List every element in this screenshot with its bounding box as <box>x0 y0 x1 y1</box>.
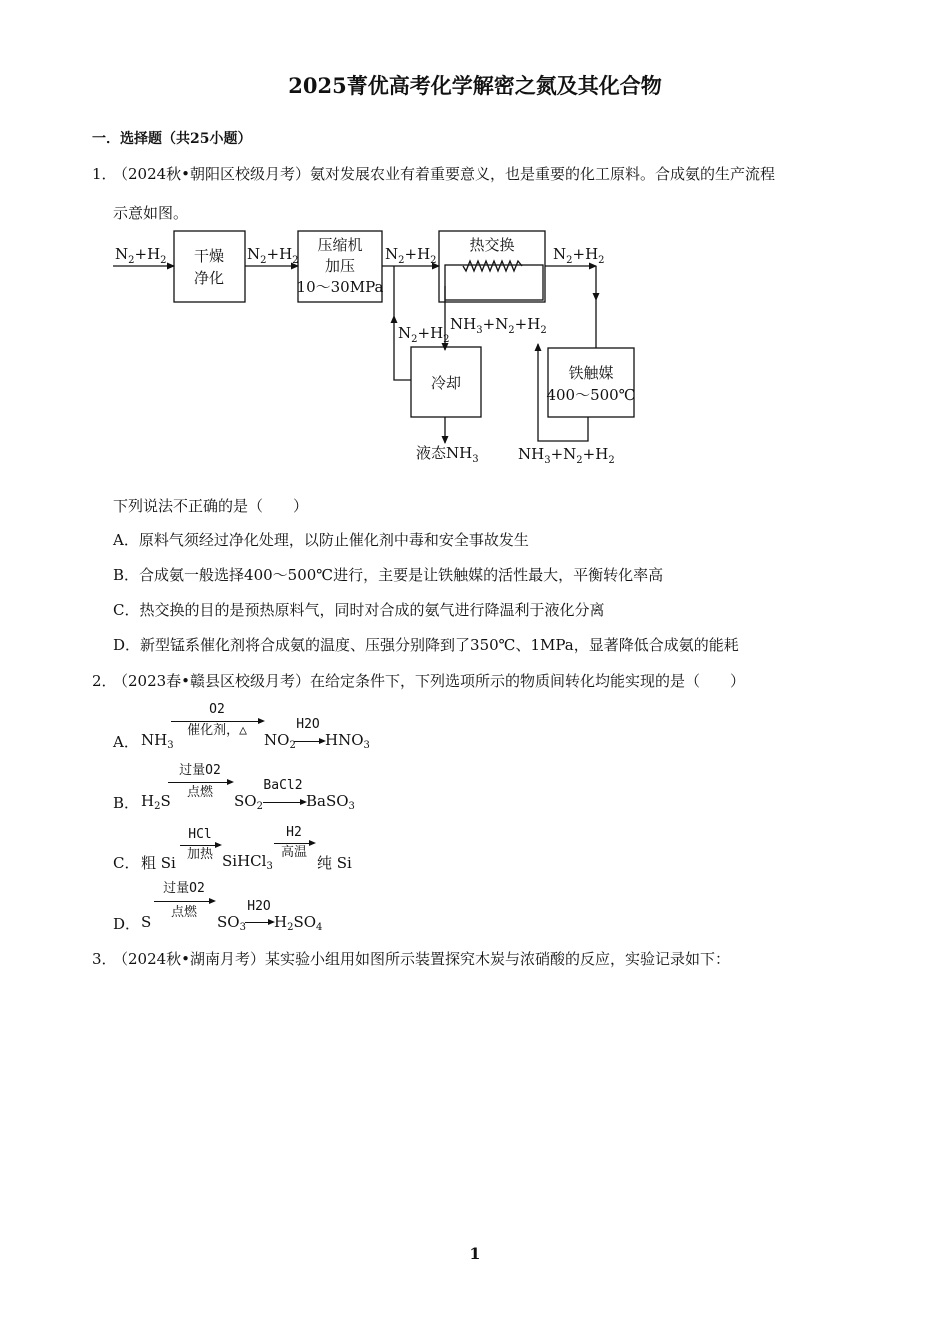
q2-a-arrow2 <box>294 741 324 742</box>
section-heading: 一．选择题（共25小题） <box>92 131 252 147</box>
q2-a-cond1-top: O2 <box>209 702 225 717</box>
dry-label-1: 干燥 <box>193 247 225 265</box>
page-number: 1 <box>469 1244 481 1263</box>
q2-a-product: $HNO_3$ <box>325 731 370 751</box>
dry-label-2: 净化 <box>193 269 225 287</box>
q2-c-cond1-bottom: 加热 <box>186 847 213 862</box>
q2-d-intermediate: $SO_3$ <box>217 913 246 933</box>
q2-d-label: D． <box>113 915 141 933</box>
svg-text:NH3+N2+H2: $NH_3+N_2+H_2$ <box>450 315 547 336</box>
q1-option-b: B．合成氨一般选择400～500℃进行，主要是让铁触媒的活性最大，平衡转化率高 <box>113 566 664 584</box>
label-nh3-mix-catalyst <box>518 445 615 466</box>
svg-text:N2+H2: $N_2+H_2$ <box>247 245 299 266</box>
q2-a-reactant: $NH_3$ <box>141 731 174 751</box>
catalyst-box <box>548 348 634 417</box>
q2-d-cond2-top: H2O <box>247 899 271 914</box>
label-liquid-nh3 <box>416 444 479 465</box>
q2-b-arrow1 <box>168 782 232 783</box>
svg-text:N2+H2: $N_2+H_2$ <box>553 245 605 266</box>
q2-c-arrow2 <box>274 843 314 844</box>
q2-b-arrow2 <box>263 802 305 803</box>
heating-coil <box>463 261 522 271</box>
q2-d-cond1-top: 过量O2 <box>163 881 205 896</box>
label-n2h2-after-dry <box>247 245 299 266</box>
q1-option-c: C．热交换的目的是预热原料气，同时对合成的氨气进行降温利于液化分离 <box>113 601 605 619</box>
q3-number: 3． <box>92 950 117 968</box>
heat-exchanger-inner-box <box>445 265 543 300</box>
q2-b-cond1-top: 过量O2 <box>179 763 221 778</box>
q2-d-product: $H_2SO_4$ <box>274 913 323 933</box>
svg-text:NH3+N2+H2: $NH_3+N_2+H_2$ <box>518 445 615 466</box>
q2-b-cond2-top: BaCl2 <box>263 778 303 793</box>
label-n2h2-inlet <box>115 245 167 266</box>
q2-a-arrow1 <box>171 721 263 722</box>
label-n2h2-after-compress <box>385 245 437 266</box>
q2-b-reactant: $H_2S$ <box>141 792 171 812</box>
label-n2h2-after-heat <box>553 245 605 266</box>
page-title: 2025菁优高考化学解密之氮及其化合物 <box>288 73 662 98</box>
compress-label-1: 压缩机 <box>317 236 363 254</box>
q2-d-cond1-bottom: 点燃 <box>170 905 197 920</box>
q2-b-cond1-bottom: 点燃 <box>186 785 213 800</box>
ammonia-synthesis-flow-diagram <box>108 228 648 470</box>
cat-label-2: 400～500℃ <box>546 386 636 404</box>
q2-c-label: C． <box>113 854 140 872</box>
label-nh3-mix-heat <box>450 315 547 336</box>
label-n2h2-recycle <box>398 324 450 345</box>
q2-c-cond2-bottom: 高温 <box>280 845 307 860</box>
dry-purify-box <box>174 231 245 302</box>
q2-number: 2． <box>92 672 117 690</box>
q2-c-cond1-top: HCl <box>188 827 212 842</box>
compress-label-2: 加压 <box>324 257 356 275</box>
q2-c-intermediate: SiHCl$_3$ <box>222 852 273 872</box>
cool-label: 冷却 <box>430 374 462 392</box>
svg-text:N2+H2: $N_2+H_2$ <box>115 245 167 266</box>
q2-c-arrow1 <box>180 845 220 846</box>
q1-option-a: A．原料气须经过净化处理，以防止催化剂中毒和安全事故发生 <box>113 531 529 549</box>
q2-b-intermediate: $SO_2$ <box>234 792 263 812</box>
q1-stem-line2: 示意如图。 <box>113 204 189 222</box>
q2-d-arrow2 <box>245 922 273 923</box>
q2-b-product: BaSO$_3$ <box>306 792 355 812</box>
svg-text:N2+H2: $N_2+H_2$ <box>398 324 450 345</box>
svg-text:液态NH3: 液态$NH_3$ <box>416 444 479 465</box>
q2-c-reactant: 粗 Si <box>141 854 176 872</box>
svg-text:N2+H2: $N_2+H_2$ <box>385 245 437 266</box>
heat-label: 热交换 <box>469 236 515 254</box>
q1-option-d: D．新型锰系催化剂将合成氨的温度、压强分别降到了350℃、1MPa，显著降低合成氨的能耗 <box>113 636 739 654</box>
q3-stem: （2024秋•湖南月考）某实验小组用如图所示装置探究木炭与浓硝酸的反应，实验记录如下： <box>113 950 731 968</box>
q2-d-arrow1 <box>154 901 214 902</box>
q2-a-cond2-top: H2O <box>296 717 320 732</box>
q2-b-label: B． <box>113 794 140 812</box>
q2-d-reactant: S <box>141 913 152 931</box>
compress-label-3: 10～30MPa <box>296 278 384 296</box>
q2-a-cond1-bottom: 催化剂，△ <box>187 723 247 738</box>
q1-prompt: 下列说法不正确的是（ ） <box>113 497 309 515</box>
q1-number: 1． <box>92 165 117 183</box>
q2-stem: （2023春•赣县区校级月考）在给定条件下，下列选项所示的物质间转化均能实现的是（ ） <box>113 672 746 690</box>
q2-c-cond2-top: H2 <box>286 825 302 840</box>
q2-c-product: 纯 Si <box>317 854 352 872</box>
q2-a-label: A． <box>113 733 139 751</box>
q2-a-intermediate: $NO_2$ <box>264 731 296 751</box>
q1-stem-line1: （2024秋•朝阳区校级月考）氨对发展农业有着重要意义，也是重要的化工原料。合成氨的生产流程 <box>113 165 776 183</box>
cat-label-1: 铁触媒 <box>568 364 614 382</box>
